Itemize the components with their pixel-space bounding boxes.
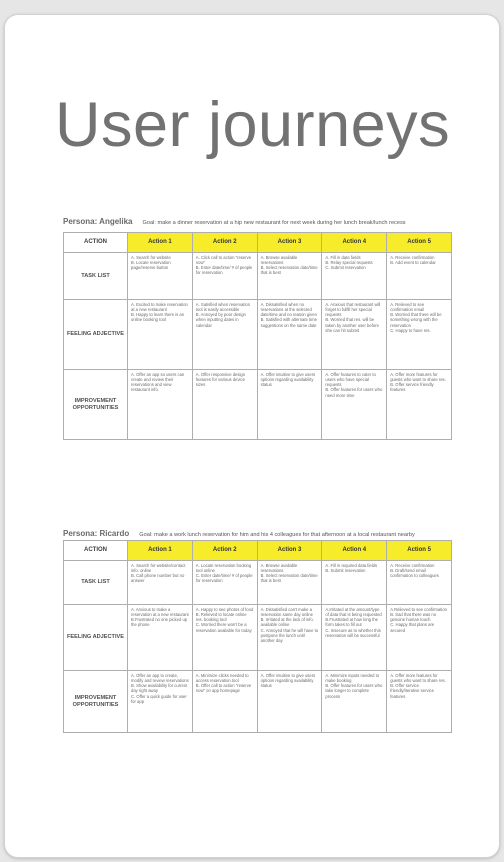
cell-line: A. Anxious that restaurant will forget to fulfill her special requests <box>325 302 381 318</box>
cell-line: A. Offer responsive design features for various device sizes <box>195 372 246 388</box>
row-label: FEELING ADJECTIVE <box>64 605 128 671</box>
table-cell <box>128 561 193 605</box>
table-cell <box>387 370 452 440</box>
action-column-header: Action 4 <box>322 233 387 253</box>
cell-line: B. Draft/send email confirmation to colleagues <box>390 568 439 579</box>
cell-line: A. Fill in required data fields <box>325 563 378 568</box>
table-row <box>64 300 452 370</box>
action-column-header: Action 4 <box>322 541 387 561</box>
row-label: TASK LIST <box>64 253 128 300</box>
table-row <box>64 253 452 300</box>
cell-line: A.Irritated at the amount/type of data that is being requested <box>325 607 382 618</box>
cell-line: A.Relieved to see confirmation <box>390 607 447 612</box>
persona-goal: Goal: make a dinner reservation at a hip new restaurant for next week during her lunch break/lunch recess <box>142 220 406 226</box>
table-cell <box>387 605 452 671</box>
cell-line: A. Dissatisfied when no reservations at the selected date/time and no reason given <box>260 302 317 318</box>
action-column-header: Action 2 <box>192 233 257 253</box>
cell-line: B. Offer features for users who take longer to complete process <box>325 683 383 699</box>
cell-line: B. Irritated at the lack of info. available online <box>260 617 314 628</box>
cell-line: C. Offer a quick guide for user for app <box>131 693 187 704</box>
table-cell <box>387 300 452 370</box>
cell-line: A. Locate reservation booking tool online <box>195 563 252 574</box>
cell-line: A. Offer features to cater to users who have special requests <box>325 372 376 388</box>
header-row <box>64 541 452 561</box>
table-cell <box>257 671 322 733</box>
cell-line: B. Show availability for current day right away <box>131 683 188 694</box>
cell-line: B. Offer call to action "reserve now" on app homepage <box>195 683 252 694</box>
cell-line: B. Annoyed by poor design when inputting dates in calendar <box>195 312 246 328</box>
table-cell <box>128 300 193 370</box>
table-cell <box>257 300 322 370</box>
persona-header-ricardo <box>63 523 415 541</box>
cell-line: B. Enter date/time/ # of people for reservation <box>195 265 253 276</box>
table-cell <box>192 561 257 605</box>
row-label: TASK LIST <box>64 561 128 605</box>
cell-line: A. Click call to action "reserve now" <box>195 255 252 266</box>
cell-line: B. Submit reservation <box>325 568 366 574</box>
table-cell <box>322 253 387 300</box>
cell-line: A. Receive confirmation <box>390 255 435 260</box>
cell-line: B. Happy to learn there is an online booking tool <box>131 312 185 323</box>
cell-line: A. Excited to make reservation at a new restaurant <box>131 302 188 313</box>
persona-name: Persona: Ricardo <box>63 529 130 538</box>
cell-line: B. Satisfied with alternate time suggestions on the same date <box>260 317 317 328</box>
cell-line: A. Browse available reservations <box>260 255 298 266</box>
cell-line: B. Select reservation date/time that is best <box>260 573 318 584</box>
action-header: ACTION <box>64 233 128 253</box>
persona-header-angelika <box>63 211 406 229</box>
table-row <box>64 605 452 671</box>
cell-line: A. Offer an app to create, modify and review reservations <box>131 673 189 684</box>
cell-line: A. Receive confirmation <box>390 563 435 568</box>
action-column-header: Action 1 <box>128 541 193 561</box>
table-row <box>64 370 452 440</box>
action-column-header: Action 1 <box>128 233 193 253</box>
cell-line: C. Annoyed that he will have to postpone the lunch until another day <box>260 627 319 643</box>
cell-line: B. Sad that there was no genuine human touch <box>390 612 437 623</box>
table-row <box>64 561 452 605</box>
table-cell <box>257 253 322 300</box>
action-column-header: Action 5 <box>387 541 452 561</box>
cell-line: A. Search for website <box>131 255 171 260</box>
persona-name: Persona: Angelika <box>63 217 133 226</box>
cell-line: C. Submit reservation <box>325 265 366 271</box>
row-label: FEELING ADJECTIVE <box>64 300 128 370</box>
action-header: ACTION <box>64 541 128 561</box>
cell-line: A. Offer intuitive to give users options regarding availability status <box>260 673 316 689</box>
cell-line: A. Fill in data fields <box>325 255 361 260</box>
action-column-header: Action 2 <box>192 541 257 561</box>
table-cell <box>128 605 193 671</box>
cell-line: C. Happy that plans are secured <box>390 622 435 633</box>
cell-line: B. Add event to calendar <box>390 260 436 266</box>
row-label: IMPROVEMENT OPPORTUNITIES <box>64 370 128 440</box>
cell-line: A. Happy to see photos of food <box>195 607 254 612</box>
table-cell <box>192 671 257 733</box>
cell-line: B.Frustrated no one picked up the phone <box>131 617 188 628</box>
table-cell <box>192 253 257 300</box>
table-cell <box>322 300 387 370</box>
table-cell <box>387 561 452 605</box>
persona-goal: Goal: make a work lunch reservation for him and his 4 colleagues for that afternoon at a local restaurant nearby <box>139 532 415 538</box>
cell-line: C. Insecure as to whether this reservation will be successful <box>325 627 381 638</box>
table-cell <box>322 671 387 733</box>
table-cell <box>128 671 193 733</box>
table-cell <box>387 671 452 733</box>
table-cell <box>192 300 257 370</box>
table-cell <box>322 605 387 671</box>
table-cell <box>257 561 322 605</box>
table-row <box>64 671 452 733</box>
cell-line: A. Relieved to see confirmation email <box>390 302 425 313</box>
cell-line: A. Offer more features for guests who want to share res. <box>390 673 446 684</box>
table-cell <box>192 605 257 671</box>
cell-line: B. Locate reservation page/reserve button <box>131 260 171 271</box>
cell-line: A. Anxious to make a reservation at a new restaurant <box>131 607 189 618</box>
cell-line: A. Minimize inputs needed to make booking <box>325 673 380 684</box>
table-cell <box>322 561 387 605</box>
table-cell <box>387 253 452 300</box>
action-column-header: Action 3 <box>257 541 322 561</box>
cell-line: A. Minimize clicks needed to access reservation tool <box>195 673 249 684</box>
cell-line: B. Call phone number but no answer <box>131 573 185 584</box>
cell-line: A. Offer more features for guests who want to share res. <box>390 372 446 383</box>
cell-line: A. Satisfied when reservation tool is easily accessible <box>195 302 251 313</box>
cell-line: C. Happy to have res. <box>390 327 431 333</box>
cell-line: B. Select reservation date/time that is best <box>260 265 318 276</box>
cell-line: B. Relay special requests <box>325 260 373 266</box>
cell-line: A. Offer an app so users can create and review their reservations and view restaurant info. <box>131 372 185 393</box>
cell-line: B. Relieved to locate online res. booking tool <box>195 612 247 623</box>
journey-table-angelika <box>63 232 452 440</box>
cell-line: A. Search for website/contact info. online <box>131 563 186 574</box>
header-row <box>64 233 452 253</box>
cell-line: B. Offer features for users who need more time <box>325 387 383 398</box>
table-cell <box>128 370 193 440</box>
cell-line: A. Browse available reservations <box>260 563 298 574</box>
page-title: User journeys <box>55 90 451 160</box>
journey-table-ricardo <box>63 540 452 733</box>
slide-card <box>4 14 500 858</box>
action-column-header: Action 3 <box>257 233 322 253</box>
action-column-header: Action 5 <box>387 233 452 253</box>
cell-line: C. Worried there won't be a reservation available for today <box>195 622 252 633</box>
cell-line: C. Enter date/time/ # of people for reservation <box>195 573 253 584</box>
table-cell <box>257 370 322 440</box>
table-cell <box>322 370 387 440</box>
cell-line: B. Worried that res. will be taken by another user before she can hit submit <box>325 317 379 333</box>
cell-line: B. Offer service friendly/iterative service features <box>390 683 434 699</box>
table-cell <box>128 253 193 300</box>
cell-line: A. Dissatisfied can't make a reservation same day online <box>260 607 313 618</box>
cell-line: B.Frustrated at how long the form takes to fill out <box>325 617 378 628</box>
table-cell <box>257 605 322 671</box>
cell-line: B. Offer service friendly features <box>390 382 434 393</box>
row-label: IMPROVEMENT OPPORTUNITIES <box>64 671 128 733</box>
cell-line: B. Worried that there will be something wrong with the reservation <box>390 312 442 328</box>
cell-line: A. Offer intuitive to give users options regarding availability status <box>260 372 316 388</box>
table-cell <box>192 370 257 440</box>
